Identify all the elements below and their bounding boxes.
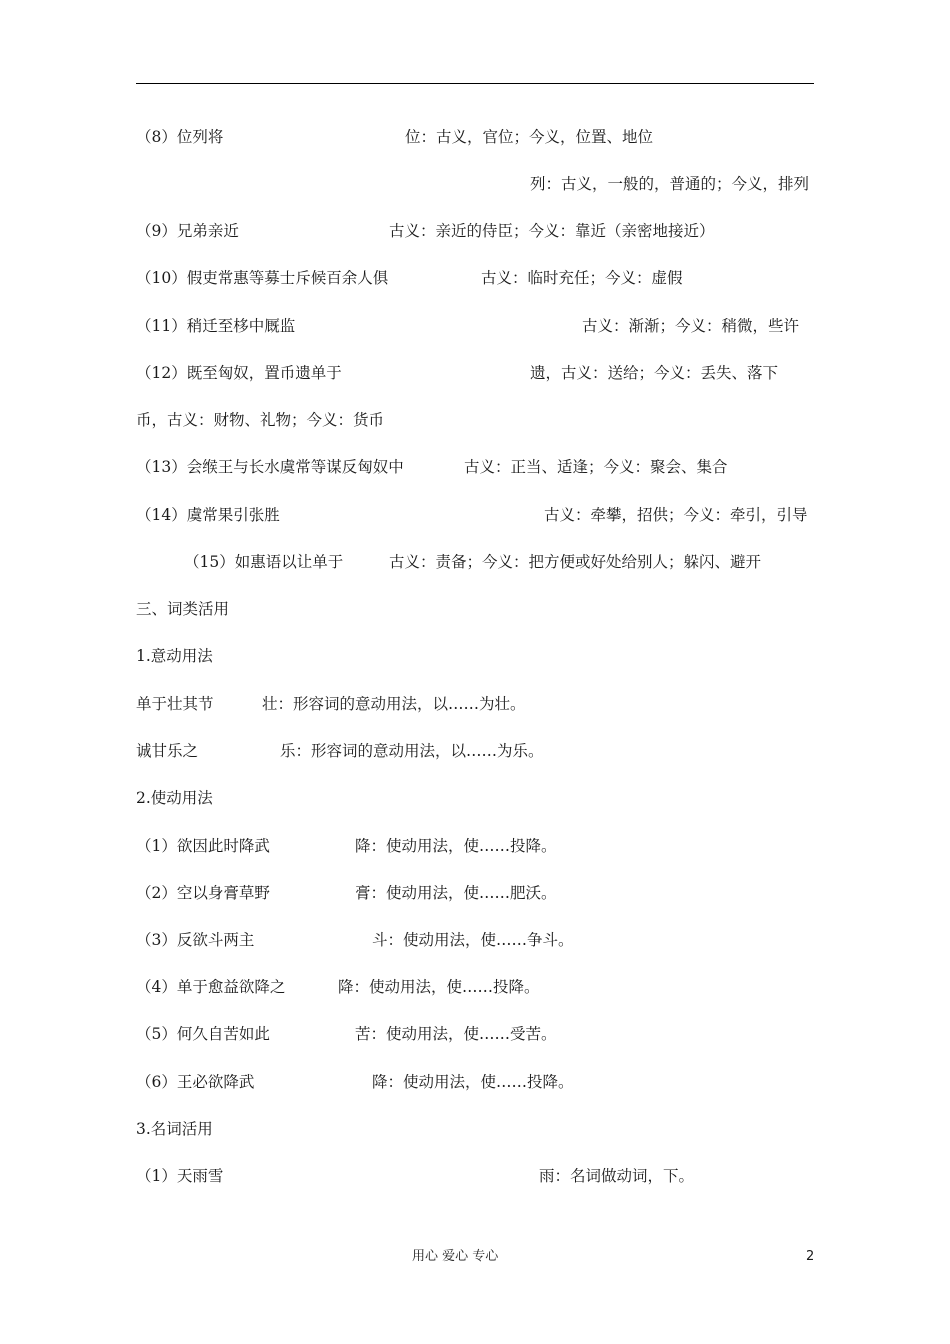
text-line: （1）欲因此时降武 [136, 837, 270, 855]
text-line: （9）兄弟亲近 [136, 222, 239, 240]
text-line: （2）空以身膏草野 [136, 884, 270, 902]
footer-motto: 用心 爱心 专心 [412, 1249, 499, 1264]
text-line: 古义：牵攀，招供；今义：牵引，引导 [544, 506, 808, 524]
text-line: 古义：临时充任；今义：虚假 [481, 269, 683, 287]
text-line: 降：使动用法，使……投降。 [338, 978, 540, 996]
text-line: 降：使动用法，使……投降。 [372, 1073, 574, 1091]
text-line: 诚甘乐之 [136, 742, 199, 760]
text-line: 壮：形容词的意动用法，以……为壮。 [262, 695, 526, 713]
text-line: 古义：责备；今义：把方便或好处给别人；躲闪、避开 [389, 553, 762, 571]
text-line: （13）会缑王与长水虞常等谋反匈奴中 [136, 458, 404, 476]
section-heading: 三、词类活用 [136, 600, 230, 618]
text-line: 古义：渐渐；今义：稍微，些许 [582, 317, 800, 335]
text-line: （10）假吏常惠等募士斥候百余人俱 [136, 269, 389, 287]
text-line: 单于壮其节 [136, 695, 214, 713]
text-line: 斗：使动用法，使……争斗。 [372, 931, 574, 949]
text-line: （14）虞常果引张胜 [136, 506, 280, 524]
text-line: （4）单于愈益欲降之 [136, 978, 286, 996]
page-number: 2 [806, 1249, 815, 1264]
text-line: 雨：名词做动词，下。 [539, 1167, 695, 1185]
text-line: 古义：亲近的侍臣；今义：靠近（亲密地接近） [389, 222, 715, 240]
text-line: （11）稍迁至栘中厩监 [136, 317, 296, 335]
text-line: 膏：使动用法，使……肥沃。 [355, 884, 557, 902]
text-line: （12）既至匈奴，置币遗单于 [136, 364, 342, 382]
text-line: 古义：正当、适逢；今义：聚会、集合 [464, 458, 728, 476]
header-rule [136, 83, 814, 84]
text-line: 苦：使动用法，使……受苦。 [355, 1025, 557, 1043]
text-line: 降：使动用法，使……投降。 [355, 837, 557, 855]
text-line: （3）反欲斗两主 [136, 931, 255, 949]
subsection-heading: 3.名词活用 [136, 1120, 213, 1138]
text-line: 位：古义，官位；今义，位置、地位 [405, 128, 654, 146]
text-line: （6）王必欲降武 [136, 1073, 255, 1091]
subsection-heading: 2.使动用法 [136, 789, 213, 807]
text-line: 币，古义：财物、礼物；今义：货币 [136, 411, 385, 429]
text-line: 乐：形容词的意动用法，以……为乐。 [280, 742, 544, 760]
text-line: （15）如惠语以让单于 [184, 553, 344, 571]
text-line: 列：古义，一般的，普通的；今义，排列 [530, 175, 810, 193]
subsection-heading: 1.意动用法 [136, 647, 213, 665]
text-line: （8）位列将 [136, 128, 224, 146]
text-line: 遗，古义：送给；今义：丢失、落下 [530, 364, 779, 382]
text-line: （5）何久自苦如此 [136, 1025, 270, 1043]
text-line: （1）天雨雪 [136, 1167, 224, 1185]
